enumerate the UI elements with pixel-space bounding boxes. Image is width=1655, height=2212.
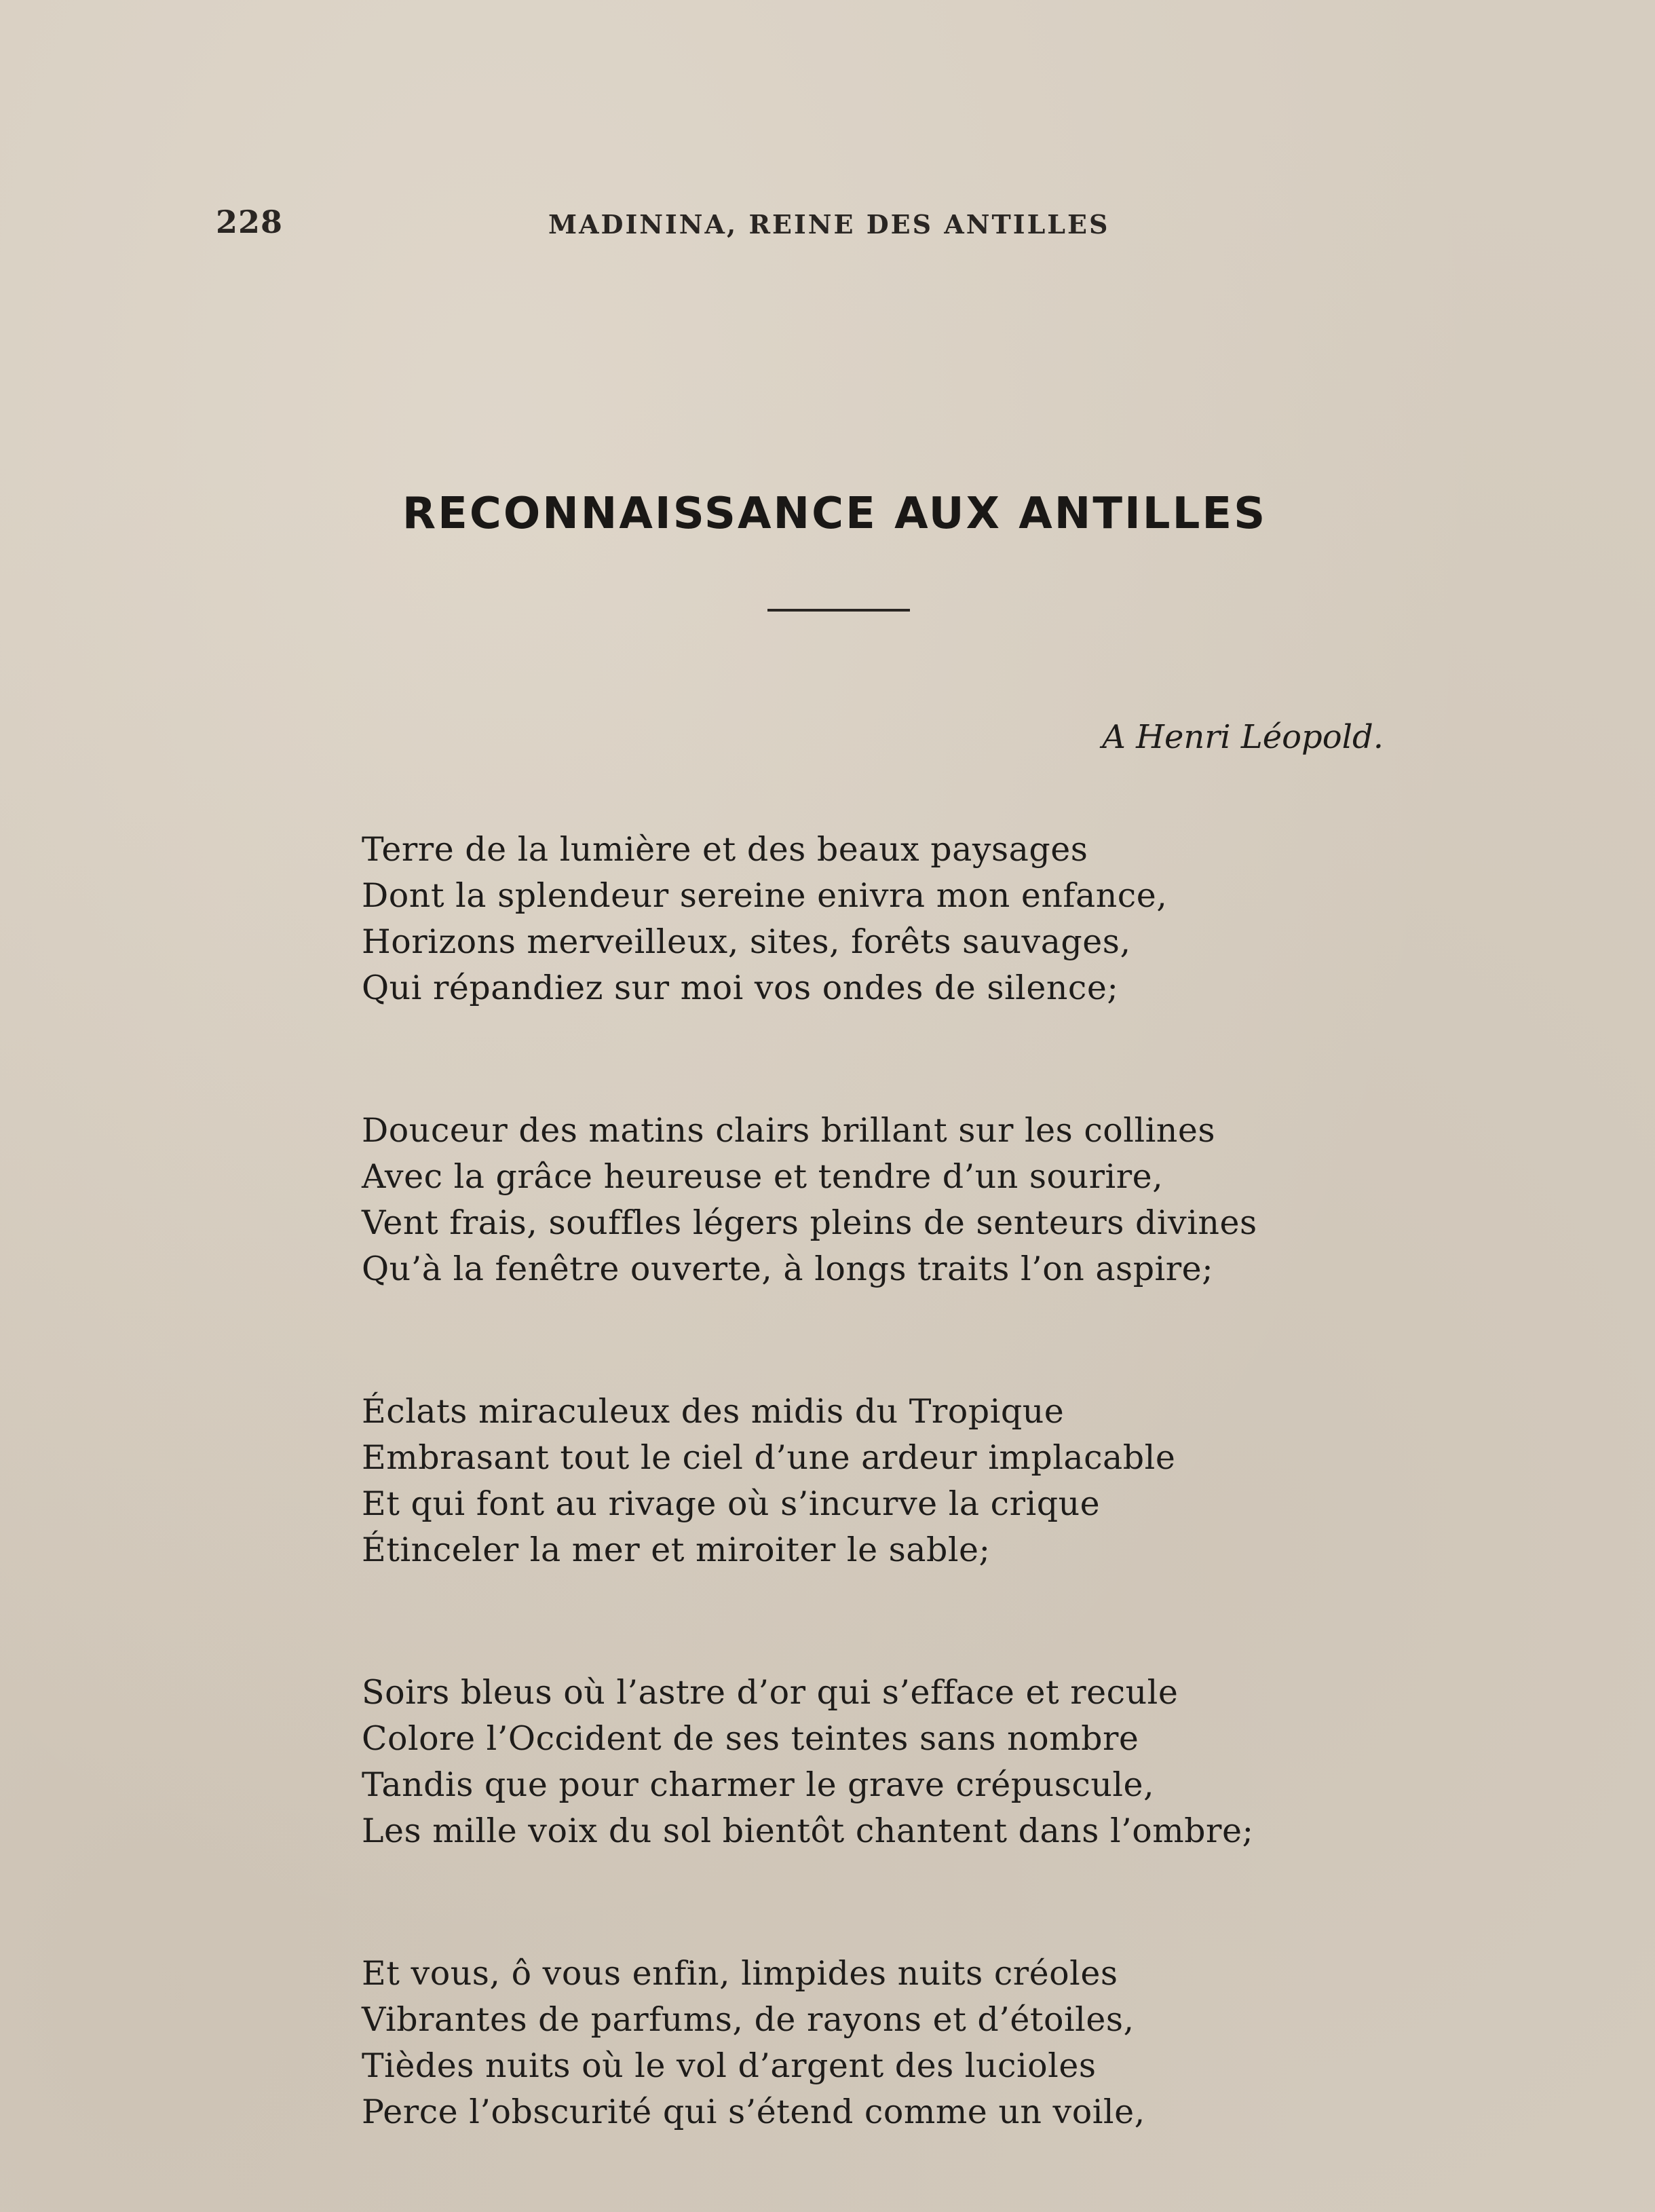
poem-line: Douceur des matins clairs brillant sur les collines bbox=[362, 1111, 1215, 1150]
stanza bbox=[362, 1389, 1515, 1573]
title-rule bbox=[767, 609, 910, 612]
poem-line: Horizons merveilleux, sites, forêts sauvages, bbox=[362, 922, 1131, 961]
poem-line: Éclats miraculeux des midis du Tropique bbox=[362, 1392, 1065, 1431]
poem-line: Et vous, ô vous enfin, limpides nuits créoles bbox=[362, 1954, 1118, 1993]
poem-line: Dont la splendeur sereine enivra mon enfance, bbox=[362, 876, 1168, 915]
poem-line: Soirs bleus où l’astre d’or qui s’efface et recule bbox=[362, 1673, 1179, 1712]
poem-line: Et qui font au rivage où s’incurve la crique bbox=[362, 1484, 1101, 1523]
poem-line: Vibrantes de parfums, de rayons et d’étoiles, bbox=[362, 2000, 1135, 2039]
poem-line: Qu’à la fenêtre ouverte, à longs traits l’on aspire; bbox=[362, 1250, 1214, 1288]
poem-body bbox=[362, 827, 1515, 2212]
stanza bbox=[362, 827, 1515, 1011]
poem-line: Vent frais, souffles légers pleins de senteurs divines bbox=[362, 1203, 1257, 1242]
running-header bbox=[216, 204, 1369, 244]
poem-line: Terre de la lumière et des beaux paysages bbox=[362, 830, 1088, 869]
poem-line: Colore l’Occident de ses teintes sans nombre bbox=[362, 1719, 1139, 1758]
dedication: A Henri Léopold. bbox=[1102, 718, 1384, 756]
poem-line: Avec la grâce heureuse et tendre d’un sourire, bbox=[362, 1157, 1164, 1196]
stanza bbox=[362, 1951, 1515, 2135]
poem-line: Étinceler la mer et miroiter le sable; bbox=[362, 1531, 991, 1569]
poem-line: Tandis que pour charmer le grave crépuscule, bbox=[362, 1765, 1155, 1804]
poem-line: Qui répandiez sur moi vos ondes de silence; bbox=[362, 969, 1119, 1007]
poem-line: Embrasant tout le ciel d’une ardeur implacable bbox=[362, 1438, 1176, 1477]
page-number: 228 bbox=[216, 204, 284, 240]
stanza bbox=[362, 1670, 1515, 1854]
poem-line: Perce l’obscurité qui s’étend comme un voile, bbox=[362, 2093, 1145, 2131]
poem-line: Les mille voix du sol bientôt chantent dans l’ombre; bbox=[362, 1812, 1254, 1850]
running-title: MADININA, REINE DES ANTILLES bbox=[548, 209, 1110, 240]
poem-title: RECONNAISSANCE AUX ANTILLES bbox=[402, 489, 1268, 539]
stanza bbox=[362, 1108, 1515, 1292]
poem-line: Tièdes nuits où le vol d’argent des lucioles bbox=[362, 2046, 1097, 2085]
